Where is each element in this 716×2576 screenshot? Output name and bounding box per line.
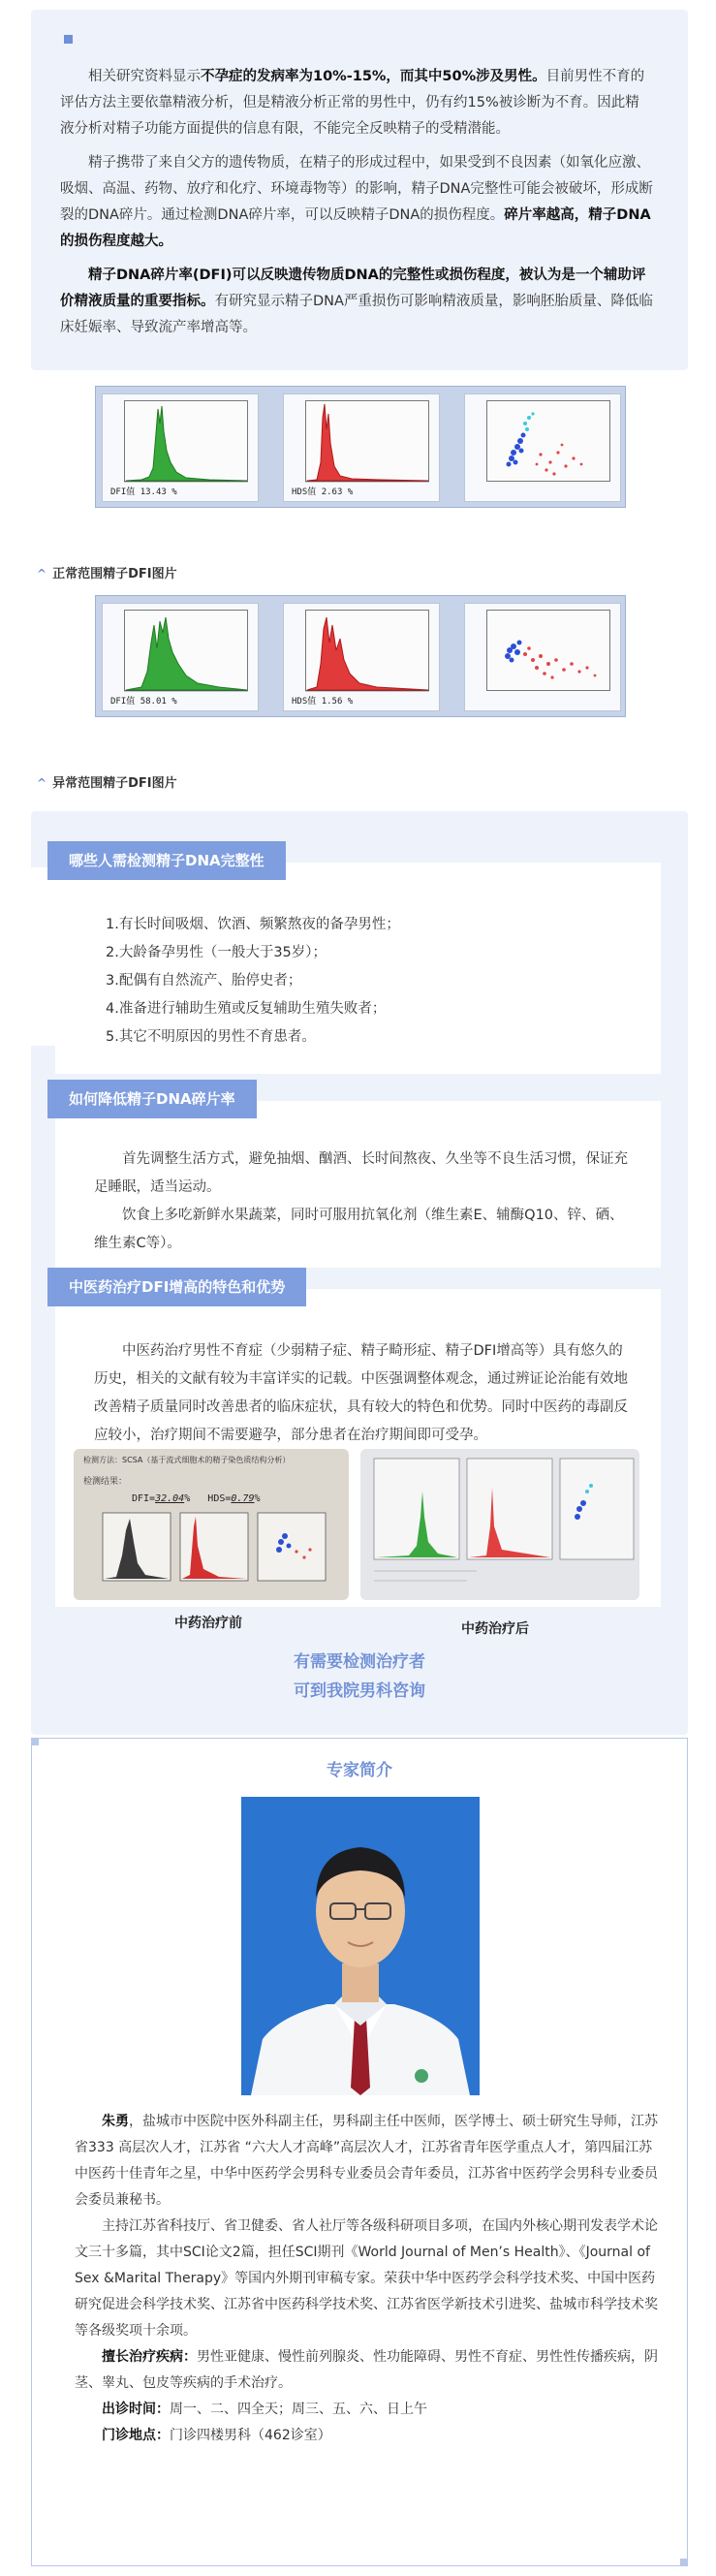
intro-p2-text: 精子携带了来自父方的遗传物质，在精子的形成过程中，如果受到不良因素（如氧化应激、吸烟、高温、药物、放疗和化疗、环境毒物等）的影响，精子DNA完整性可能会被破坏，形成断裂的DNA碎片。通过检测DNA碎片率，可以反映精子DNA的损伤程度。: [60, 155, 653, 223]
who-item: 3.配偶有自然流产、胎停史者；: [106, 973, 302, 989]
intro-p1-text-a: 相关研究资料显示: [88, 69, 201, 84]
abnormal-dfi-figure: [95, 595, 626, 717]
before-heading: 检测方法：SCSA（基于流式细胞术的精子染色质结构分析）: [83, 1456, 291, 1464]
expert-text: [75, 2109, 666, 2449]
abnormal-dfi-unit: %: [171, 697, 177, 707]
normal-red-histogram: [283, 393, 440, 502]
tcm-after-photo: [360, 1449, 639, 1600]
who-item: 2.大龄备孕男性（一般大于35岁）；: [106, 945, 327, 960]
reduce-paragraph-2: 饮食上多吃新鲜水果蔬菜，同时可服用抗氧化剂（维生素E、辅酶Q10、锌、硒、维生素C等）。: [94, 1208, 624, 1251]
specialty-text: 男性亚健康、慢性前列腺炎、性功能障碍、男性不育症、男性性传播疾病，阴茎、睾丸、包皮等疾病的手术治疗。: [75, 2349, 658, 2391]
before-dfi-label: DFI=: [132, 1493, 156, 1504]
normal-dfi-unit: %: [171, 487, 177, 497]
hours-text: 周一、二、四全天；周三、五、六、日上午: [170, 2402, 427, 2417]
intro-p3-bold: 精子DNA碎片率(DFI)可以反映遗传物质DNA的完整性或损伤程度，被认为是一个辅助评价精液质量的重要指标。: [60, 267, 646, 309]
abnormal-hds-unit: %: [347, 697, 354, 707]
tcm-after-caption: 中药治疗后: [461, 1621, 529, 1637]
expert-name: 朱勇: [102, 2114, 129, 2129]
abnormal-dfi-label: DFI值: [110, 697, 136, 707]
intro-p1-text-c: 目前男性不育的评估方法主要依靠精液分析，但是精液分析正常的男性中，仍有约15%被诊断为不育。因此精液分析对精子功能方面提供的信息有限，不能完全反映精子的受精潜能。: [60, 69, 645, 137]
reduce-title-tag: 如何降低精子DNA碎片率: [47, 1080, 257, 1118]
corner-decoration: [31, 1738, 39, 1745]
normal-hds-label: HDS值: [292, 487, 317, 497]
caret-up-icon: ^: [37, 567, 47, 581]
normal-hds-value: 2.63: [321, 487, 343, 497]
normal-figure-caption: ^ 正常范围精子DFI图片: [37, 567, 177, 581]
abnormal-hds-value: 1.56: [321, 697, 343, 707]
expert-card: [31, 1738, 688, 2566]
reduce-box: [55, 1090, 661, 1268]
tcm-title-tag: 中医药治疗DFI增高的特色和优势: [47, 1268, 306, 1306]
before-hds-label: HDS=: [207, 1493, 232, 1504]
before-result: 检测结果：: [83, 1477, 128, 1487]
tcm-paragraph: 中医药治疗男性不育症（少弱精子症、精子畸形症、精子DFI增高等）具有悠久的历史，相关的文献有较为丰富详实的记载。中医强调整体观念，通过辨证论治能有效地改善精子质量同时改善患者的临床症状，具有较大的特色和优势。同时中医药的毒副反应较小，治疗期间不需要避孕，部分患者在治疗期间即可受孕。: [94, 1343, 628, 1443]
intro-paragraph-2: [60, 150, 653, 255]
who-item: 1.有长时间吸烟、饮酒、频繁熬夜的备孕男性；: [106, 917, 400, 932]
expert-specialty: [75, 2344, 666, 2397]
consult-line-2: 可到我院男科咨询: [294, 1681, 425, 1701]
expert-portrait: [241, 1797, 480, 2095]
consult-line-1: 有需要检测治疗者: [294, 1652, 425, 1672]
intro-paragraph-3: [60, 263, 653, 341]
normal-dfi-value: 13.43: [140, 487, 167, 497]
corner-decoration: [680, 2559, 688, 2566]
expert-intro: [75, 2109, 666, 2214]
expert-hours: [75, 2397, 666, 2423]
normal-hds-unit: %: [347, 487, 354, 497]
abnormal-hds-label: HDS值: [292, 697, 317, 707]
abnormal-figure-caption: ^ 异常范围精子DFI图片: [37, 776, 177, 791]
intro-paragraph-1: [60, 64, 653, 142]
abnormal-scatter-plot: [464, 603, 621, 711]
expert-research: 主持江苏省科技厅、省卫健委、省人社厅等各级科研项目多项，在国内外核心期刊发表学术论文三十多篇，其中SCI论文2篇，担任SCI期刊《World Journal of Men’s Health》、《Journal of Sex &Marital Therapy》等国内外期刊审稿专家。荣获中华中医药学会科学技术奖、中国中医药研究促进会科学技术奖、江苏省中医药科学技术奖、江苏省医学新技术引进奖、盐城市科学技术奖等各级奖项十余项。: [75, 2218, 658, 2339]
abnormal-red-histogram: [283, 603, 440, 711]
before-dfi-value: 32.04: [155, 1493, 185, 1504]
abnormal-green-histogram: [102, 603, 259, 711]
specialty-label: 擅长治疗疾病：: [102, 2349, 197, 2365]
who-item: 4.准备进行辅助生殖或反复辅助生殖失败者；: [106, 1001, 387, 1017]
reduce-paragraph-1: 首先调整生活方式，避免抽烟、酗酒、长时间熬夜、久坐等不良生活习惯，保证充足睡眠，适当运动。: [94, 1151, 628, 1195]
location-text: 门诊四楼男科（462诊室）: [170, 2428, 331, 2443]
intro-p2-bold: 碎片率越高，精子DNA的损伤程度越大。: [60, 207, 651, 249]
normal-dfi-label: DFI值: [110, 487, 136, 497]
expert-title: 专家简介: [327, 1761, 392, 1780]
expert-location: [75, 2423, 666, 2449]
intro-p3-text: 有研究显示精子DNA严重损伤可影响精液质量，影响胚胎质量、降低临床妊娠率、导致流产率增高等。: [60, 294, 653, 335]
caret-up-icon: ^: [37, 776, 47, 790]
bullet-square-icon: [64, 35, 73, 44]
intro-card: [31, 10, 688, 370]
before-hds-unit: %: [254, 1493, 261, 1504]
tcm-before-photo: [74, 1449, 349, 1600]
before-dfi-unit: %: [184, 1493, 191, 1504]
intro-p1-bold: 不孕症的发病率为10%-15%，而其中50%涉及男性。: [201, 69, 546, 84]
normal-green-histogram: [102, 393, 259, 502]
who-item: 5.其它不明原因的男性不育患者。: [106, 1029, 316, 1045]
normal-dfi-figure: [95, 386, 626, 508]
hours-label: 出诊时间：: [102, 2402, 170, 2417]
normal-scatter-plot: [464, 393, 621, 502]
expert-intro-text: ，盐城市中医院中医外科副主任，男科副主任中医师，医学博士、硕士研究生导师，江苏省333 高层次人才，江苏省 “六大人才高峰”高层次人才，江苏省青年医学重点人才，第四届江苏中医药十佳青年之星，中华中医药学会男科专业委员会青年委员，江苏省中医药学会男科专业委员会委员兼秘书。: [75, 2114, 658, 2208]
who-box: [55, 852, 661, 1074]
before-hds-value: 0.79: [231, 1493, 255, 1504]
abnormal-dfi-value: 58.01: [140, 697, 167, 707]
tcm-before-caption: 中药治疗前: [174, 1616, 242, 1631]
location-label: 门诊地点：: [102, 2428, 170, 2443]
who-title-tag: 哪些人需检测精子DNA完整性: [47, 841, 286, 880]
